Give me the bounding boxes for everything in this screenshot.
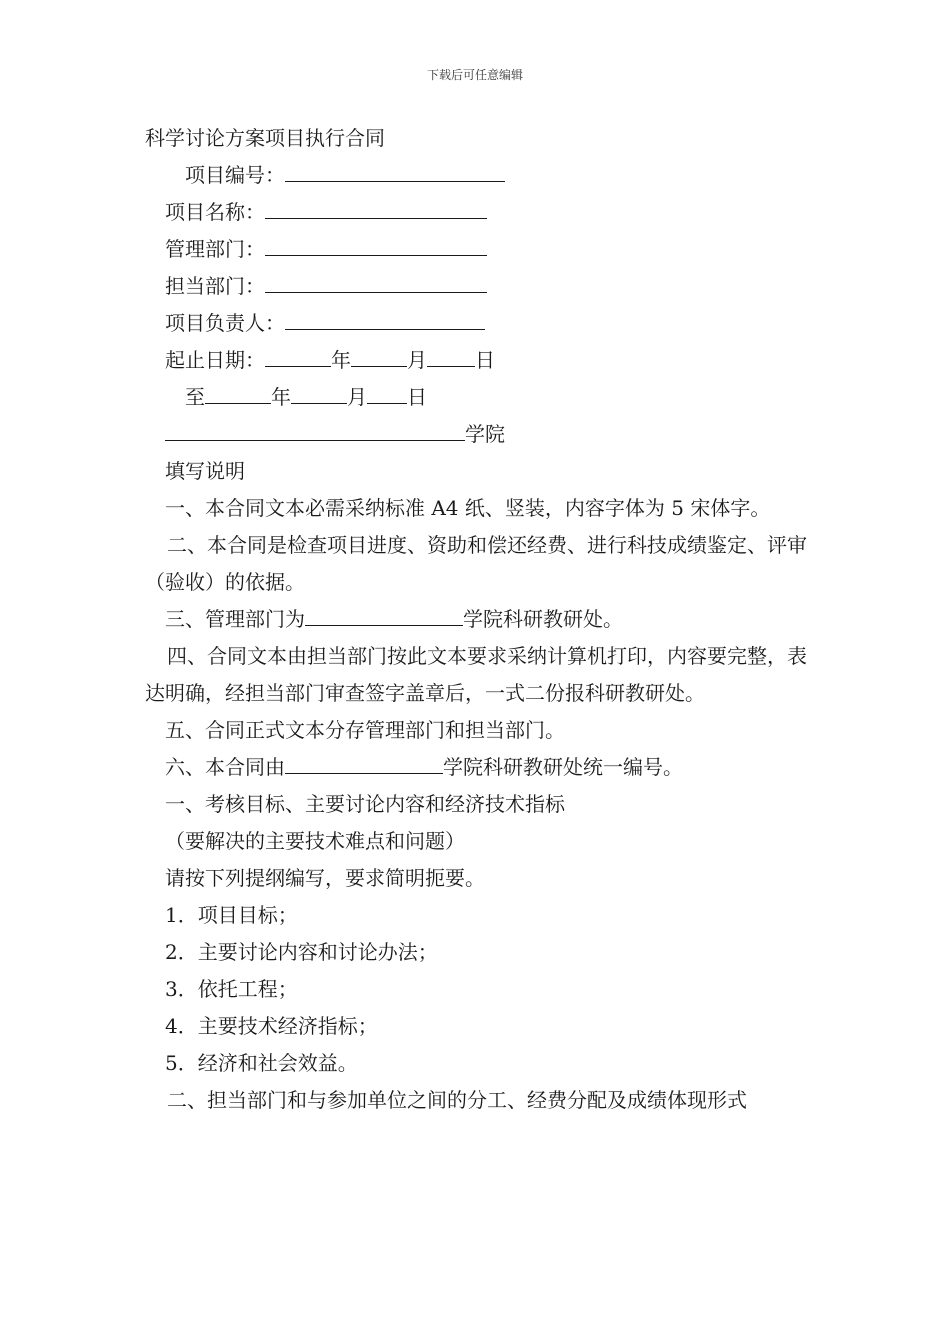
page-header-note: 下载后可任意编辑: [426, 68, 523, 82]
project-name-row: [145, 194, 825, 231]
project-number-row: [145, 157, 825, 194]
instruction-6: [145, 749, 825, 786]
section-1-title: 一、考核目标、主要讨论内容和经济技术指标: [165, 792, 565, 816]
section-2-title: 二、担当部门和与参加单位之间的分工、经费分配及成绩体现形式: [167, 1088, 747, 1112]
instruction-4: 四、合同文本由担当部门按此文本要求采纳计算机打印，内容要完整，表达明确，经担当部门审查签字盖章后，一式二份报科研教研处。: [145, 644, 807, 705]
instruction-5: 五、合同正式文本分存管理部门和担当部门。: [165, 718, 565, 742]
instruction-3-after: 学院科研教研处。: [463, 607, 623, 631]
project-leader-label: 项目负责人：: [165, 311, 285, 335]
project-name-blank[interactable]: [265, 194, 487, 219]
college-blank[interactable]: [165, 416, 465, 441]
instruction-2: 二、本合同是检查项目进度、资助和偿还经费、进行科技成绩鉴定、评审（验收）的依据。: [145, 533, 807, 594]
month-label-2: 月: [347, 385, 367, 409]
project-leader-blank[interactable]: [285, 305, 485, 330]
to-label: 至: [185, 385, 205, 409]
year-label-2: 年: [271, 385, 291, 409]
college-row: [145, 416, 825, 453]
list-item: 1．项目目标；: [165, 903, 298, 927]
instruction-6-after: 学院科研教研处统一编号。: [443, 755, 683, 779]
end-day-blank[interactable]: [367, 379, 407, 404]
instruction-6-before: 六、本合同由: [165, 755, 285, 779]
instruction-6-blank[interactable]: [285, 749, 443, 774]
end-year-blank[interactable]: [205, 379, 271, 404]
responsible-dept-row: [145, 268, 825, 305]
start-date-row: [145, 342, 825, 379]
start-year-blank[interactable]: [265, 342, 331, 367]
section-1-prompt: 请按下列提纲编写，要求简明扼要。: [165, 866, 485, 890]
instruction-3-blank[interactable]: [305, 601, 463, 626]
end-date-row: [145, 379, 825, 416]
instructions-title: 填写说明: [165, 459, 245, 483]
year-label: 年: [331, 348, 351, 372]
document-body: [145, 120, 825, 1119]
list-item: 2．主要讨论内容和讨论办法；: [165, 940, 438, 964]
list-item: 3．依托工程；: [165, 977, 298, 1001]
list-item: 4．主要技术经济指标；: [165, 1014, 378, 1038]
instruction-3-before: 三、管理部门为: [165, 607, 305, 631]
start-month-blank[interactable]: [351, 342, 407, 367]
project-leader-row: [145, 305, 825, 342]
project-number-label: 项目编号：: [185, 163, 285, 187]
month-label: 月: [407, 348, 427, 372]
day-label: 日: [475, 348, 495, 372]
college-label: 学院: [465, 422, 505, 446]
responsible-dept-label: 担当部门：: [165, 274, 265, 298]
responsible-dept-blank[interactable]: [265, 268, 487, 293]
management-dept-row: [145, 231, 825, 268]
project-number-blank[interactable]: [285, 157, 505, 182]
instruction-1: 一、本合同文本必需采纳标准 A4 纸、竖装，内容字体为 5 宋体字。: [165, 496, 771, 520]
instruction-3: [145, 601, 825, 638]
end-month-blank[interactable]: [291, 379, 347, 404]
list-item: 5．经济和社会效益。: [165, 1051, 358, 1075]
management-dept-blank[interactable]: [265, 231, 487, 256]
management-dept-label: 管理部门：: [165, 237, 265, 261]
section-1-subtitle: （要解决的主要技术难点和问题）: [165, 829, 465, 853]
document-title: 科学讨论方案项目执行合同: [145, 126, 385, 150]
start-date-label: 起止日期：: [165, 348, 265, 372]
project-name-label: 项目名称：: [165, 200, 265, 224]
day-label-2: 日: [407, 385, 427, 409]
start-day-blank[interactable]: [427, 342, 475, 367]
